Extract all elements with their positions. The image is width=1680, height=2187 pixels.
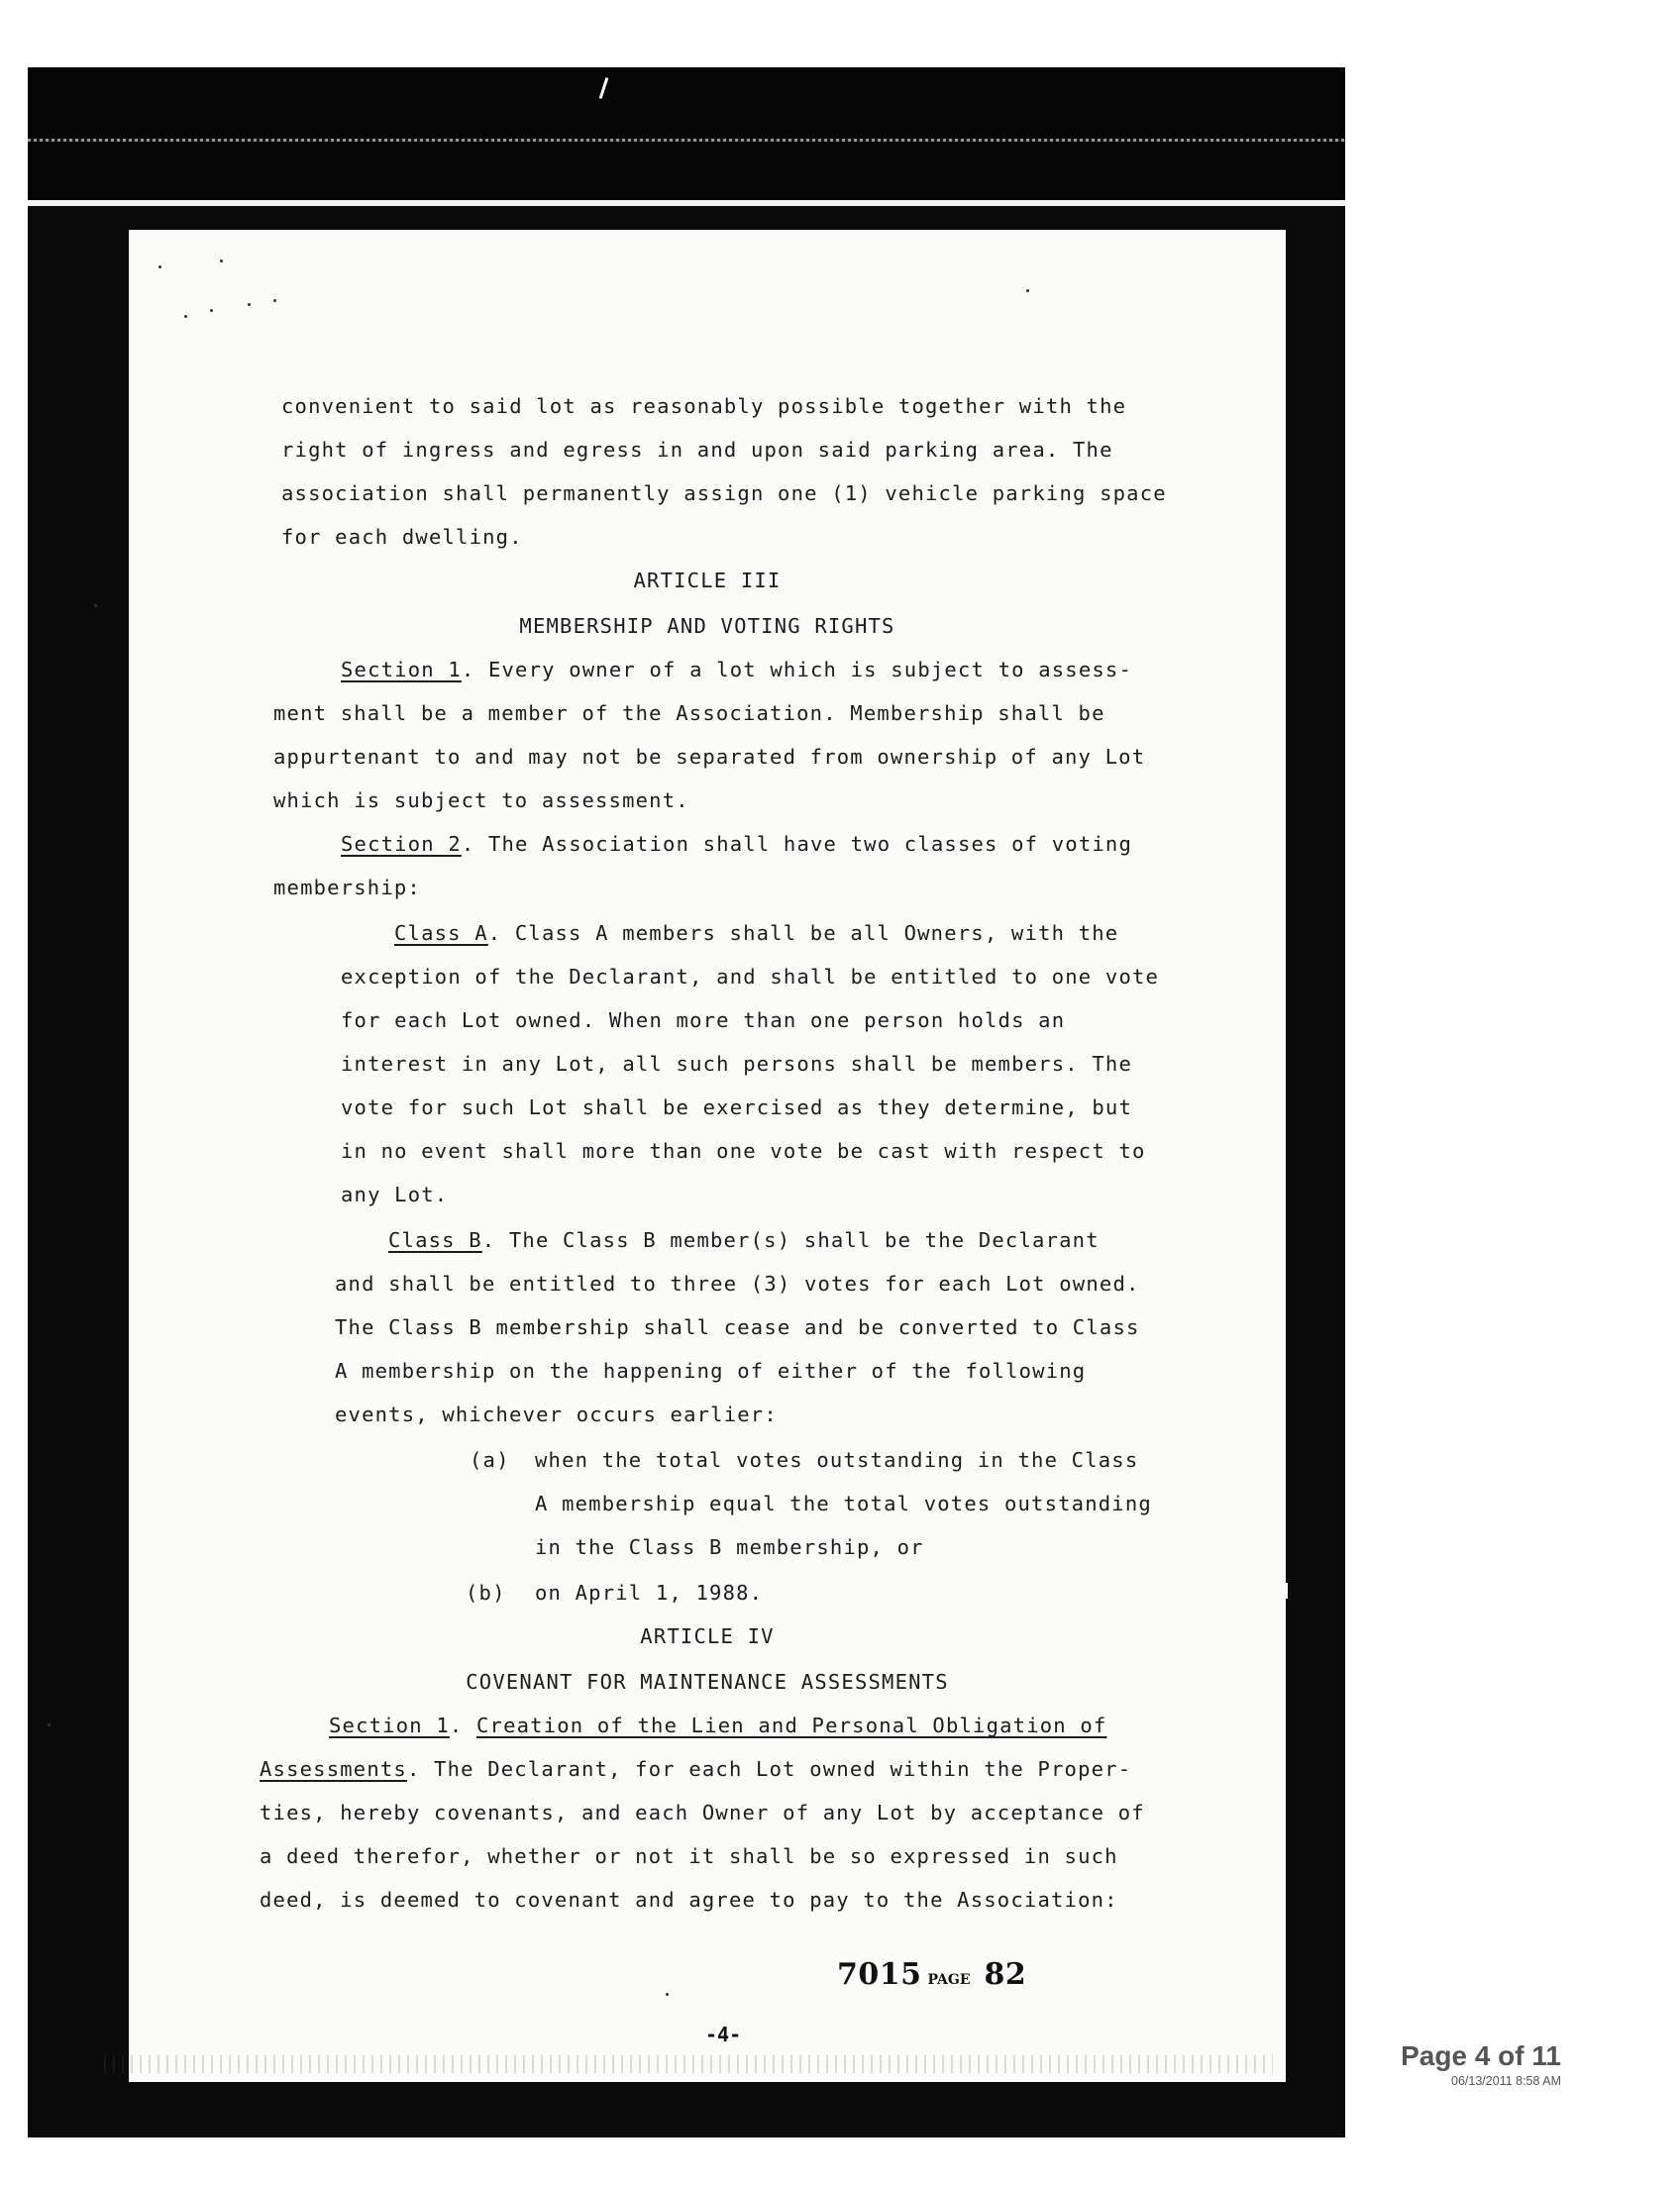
class-label: Class B — [388, 1228, 482, 1252]
section-paragraph-start — [329, 1714, 1106, 1737]
body-line: exception of the Declarant, and shall be entitled to one vote — [341, 965, 1160, 989]
list-item-line: in the Class B membership, or — [535, 1535, 924, 1559]
class-label: Class A — [394, 921, 488, 945]
class-text: . Class A members shall be all Owners, with the — [487, 921, 1119, 945]
body-line: for each dwelling. — [281, 525, 523, 549]
list-item-line: when the total votes outstanding in the Class — [535, 1448, 1139, 1472]
scan-speck — [48, 1723, 51, 1726]
page-number: -4- — [705, 2023, 742, 2046]
body-line — [260, 1757, 1131, 1781]
list-item-line: on April 1, 1988. — [535, 1581, 764, 1605]
body-line: ment shall be a member of the Association. Membership shall be — [273, 701, 1105, 725]
body-line: interest in any Lot, all such persons shall be members. The — [341, 1052, 1132, 1076]
section-title: Assessments — [260, 1757, 407, 1781]
book-page-stamp — [837, 1957, 1026, 1992]
scan-speck — [184, 315, 187, 318]
scan-top-line — [28, 200, 1345, 206]
scan-speck — [1026, 289, 1029, 292]
body-line: association shall permanently assign one (1) vehicle parking space — [281, 481, 1167, 505]
body-line: vote for such Lot shall be exercised as they determine, but — [341, 1095, 1132, 1119]
scan-mark — [1286, 1583, 1288, 1599]
section-paragraph-start — [341, 832, 1132, 856]
list-marker: (b) — [466, 1581, 506, 1605]
scan-speck — [248, 303, 251, 306]
scan-top-band — [28, 67, 1345, 204]
body-line: appurtenant to and may not be separated from ownership of any Lot — [273, 745, 1146, 769]
body-line: which is subject to assessment. — [273, 788, 689, 812]
section-label: Section 2 — [341, 832, 462, 856]
article-title: ARTICLE III — [633, 569, 782, 592]
scan-noise — [104, 2055, 1273, 2073]
scan-speck — [158, 265, 161, 268]
section-text: . Every owner of a lot which is subject to assess- — [461, 658, 1132, 681]
body-line: in no event shall more than one vote be cast with respect to — [341, 1139, 1146, 1163]
body-line: convenient to said lot as reasonably possible together with the — [281, 394, 1127, 418]
list-marker: (a) — [470, 1448, 510, 1472]
body-line: membership: — [273, 876, 421, 899]
book-page-label: PAGE — [927, 1972, 971, 1988]
class-paragraph-start — [394, 921, 1118, 945]
section-text: . — [449, 1714, 476, 1737]
scan-speck — [666, 1993, 669, 1996]
section-label: Section 1 — [329, 1714, 450, 1737]
section-label: Section 1 — [341, 658, 462, 681]
body-line: events, whichever occurs earlier: — [335, 1403, 778, 1426]
body-line: A membership on the happening of either of the following — [335, 1359, 1087, 1383]
class-text: . The Class B member(s) shall be the Declarant — [481, 1228, 1100, 1252]
body-line: ties, hereby covenants, and each Owner of any Lot by acceptance of — [260, 1801, 1145, 1824]
viewer-timestamp: 06/13/2011 8:58 AM — [1451, 2074, 1561, 2088]
section-text: . The Declarant, for each Lot owned within the Proper- — [406, 1757, 1132, 1781]
scan-speck — [210, 309, 213, 312]
scan-speck — [94, 604, 97, 607]
list-item-line: A membership equal the total votes outstanding — [535, 1492, 1152, 1515]
book-number: 7015 — [837, 1957, 922, 1992]
article-heading: COVENANT FOR MAINTENANCE ASSESSMENTS — [466, 1670, 949, 1694]
section-paragraph-start — [341, 658, 1132, 681]
scan-speck — [273, 299, 276, 302]
scan-speck — [220, 260, 223, 262]
body-line: and shall be entitled to three (3) votes for each Lot owned. — [335, 1272, 1140, 1296]
article-title: ARTICLE IV — [640, 1624, 775, 1648]
body-line: deed, is deemed to covenant and agree to pay to the Association: — [260, 1888, 1118, 1912]
body-line: right of ingress and egress in and upon said parking area. The — [281, 438, 1113, 462]
body-line: any Lot. — [341, 1183, 449, 1206]
article-heading: MEMBERSHIP AND VOTING RIGHTS — [519, 614, 895, 638]
class-paragraph-start — [388, 1228, 1100, 1252]
section-text: . The Association shall have two classes of voting — [461, 832, 1132, 856]
book-page-number: 82 — [984, 1957, 1027, 1992]
body-line: The Class B membership shall cease and be converted to Class — [335, 1315, 1140, 1339]
body-line: a deed therefor, whether or not it shall be so expressed in such — [260, 1844, 1118, 1868]
viewer-page-indicator: Page 4 of 11 — [1401, 2040, 1561, 2071]
scan-top-rule — [28, 139, 1345, 142]
section-title: Creation of the Lien and Personal Obligation of — [475, 1714, 1107, 1737]
body-line: for each Lot owned. When more than one person holds an — [341, 1008, 1066, 1032]
